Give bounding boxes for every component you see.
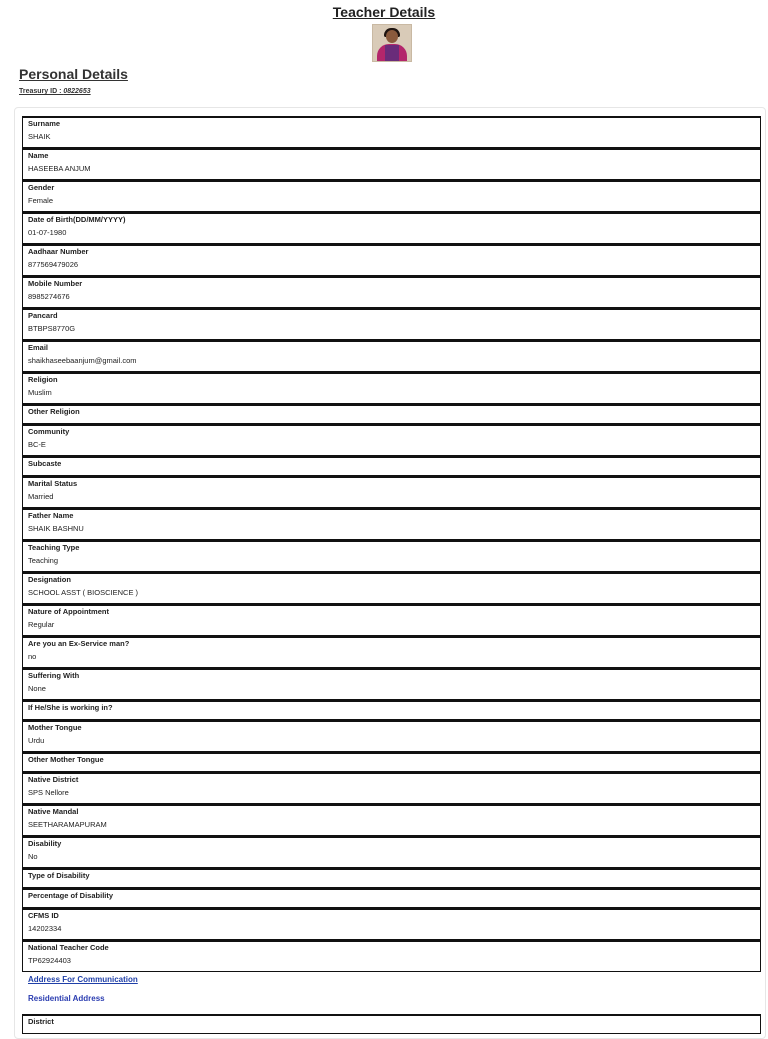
field-value: no [28,652,37,661]
field-value: 14202334 [28,924,62,933]
photo-shawl [385,45,399,62]
field-religion [22,372,761,404]
field-designation [22,572,761,604]
field-subcaste [22,456,761,476]
field-label: Percentage of Disability [28,891,114,900]
field-mobile-number [22,276,761,308]
field-value: Married [28,492,54,501]
field-value: BTBPS8770G [28,324,76,333]
field-value: HASEEBA ANJUM [28,164,91,173]
teacher-photo [372,24,412,62]
field-label: CFMS ID [28,911,59,920]
field-national-teacher-code [22,940,761,972]
field-label: Marital Status [28,479,78,488]
field-label: Date of Birth(DD/MM/YYYY) [28,215,126,224]
field-pancard [22,308,761,340]
field-label: Suffering With [28,671,80,680]
field-value: Female [28,196,54,205]
field-native-mandal [22,804,761,836]
field-surname [22,116,761,148]
field-percentage-of-disability [22,888,761,908]
field-disability [22,836,761,868]
field-value: 8985274676 [28,292,70,301]
field-native-district [22,772,761,804]
field-label: If He/She is working in? [28,703,113,712]
field-label: National Teacher Code [28,943,109,952]
field-value: No [28,852,38,861]
field-value: shaikhaseebaanjum@gmail.com [28,356,137,365]
field-mother-tongue [22,720,761,752]
field-value: Regular [28,620,55,629]
field-label: Email [28,343,49,352]
district-field [22,1014,761,1034]
field-label: Subcaste [28,459,62,468]
field-value: Teaching [28,556,59,565]
field-email [22,340,761,372]
treasury-label: Treasury ID : [19,88,64,95]
field-label: Native District [28,775,79,784]
field-cfms-id [22,908,761,940]
field-value: Urdu [28,736,45,745]
field-value: SCHOOL ASST ( BIOSCIENCE ) [28,588,139,597]
residential-address-heading: Residential Address [28,994,105,1003]
field-marital-status [22,476,761,508]
field-label: Mother Tongue [28,723,82,732]
field-label: Surname [28,119,61,128]
field-community [22,424,761,456]
field-label: Religion [28,375,58,384]
field-label: Aadhaar Number [28,247,89,256]
field-value: None [28,684,46,693]
field-label: Type of Disability [28,871,90,880]
field-gender [22,180,761,212]
treasury-value: 0822653 [63,88,91,95]
field-value: TP62924403 [28,956,71,965]
address-for-communication-link[interactable]: Address For Communication [28,975,138,984]
field-father-name [22,508,761,540]
details-fields [22,116,761,972]
field-type-of-disability [22,868,761,888]
field-value: SHAIK [28,132,51,141]
field-date-of-birth-dd-mm-yyyy [22,212,761,244]
field-name [22,148,761,180]
field-suffering-with [22,668,761,700]
field-teaching-type [22,540,761,572]
field-if-he-she-is-working-in [22,700,761,720]
page-title: Teacher Details [332,4,436,20]
section-title: Personal Details [19,66,128,82]
field-value: SEETHARAMAPURAM [28,820,107,829]
field-value: 01-07-1980 [28,228,67,237]
field-value: Muslim [28,388,52,397]
field-value: BC-E [28,440,46,449]
field-other-religion [22,404,761,424]
field-label: Are you an Ex-Service man? [28,639,130,648]
field-value: SHAIK BASHNU [28,524,84,533]
field-label: District [28,1017,54,1026]
field-value: 877569479026 [28,260,79,269]
field-nature-of-appointment [22,604,761,636]
field-label: Designation [28,575,71,584]
field-label: Disability [28,839,62,848]
field-other-mother-tongue [22,752,761,772]
field-label: Teaching Type [28,543,80,552]
field-label: Name [28,151,49,160]
field-label: Father Name [28,511,74,520]
field-aadhaar-number [22,244,761,276]
field-label: Other Mother Tongue [28,755,104,764]
field-label: Gender [28,183,55,192]
field-are-you-an-ex-service-man [22,636,761,668]
field-label: Nature of Appointment [28,607,109,616]
treasury-id [19,88,91,95]
photo-face [386,30,398,43]
field-label: Other Religion [28,407,80,416]
field-label: Mobile Number [28,279,83,288]
field-value: SPS Nellore [28,788,69,797]
field-label: Pancard [28,311,58,320]
field-label: Community [28,427,70,436]
field-label: Native Mandal [28,807,79,816]
